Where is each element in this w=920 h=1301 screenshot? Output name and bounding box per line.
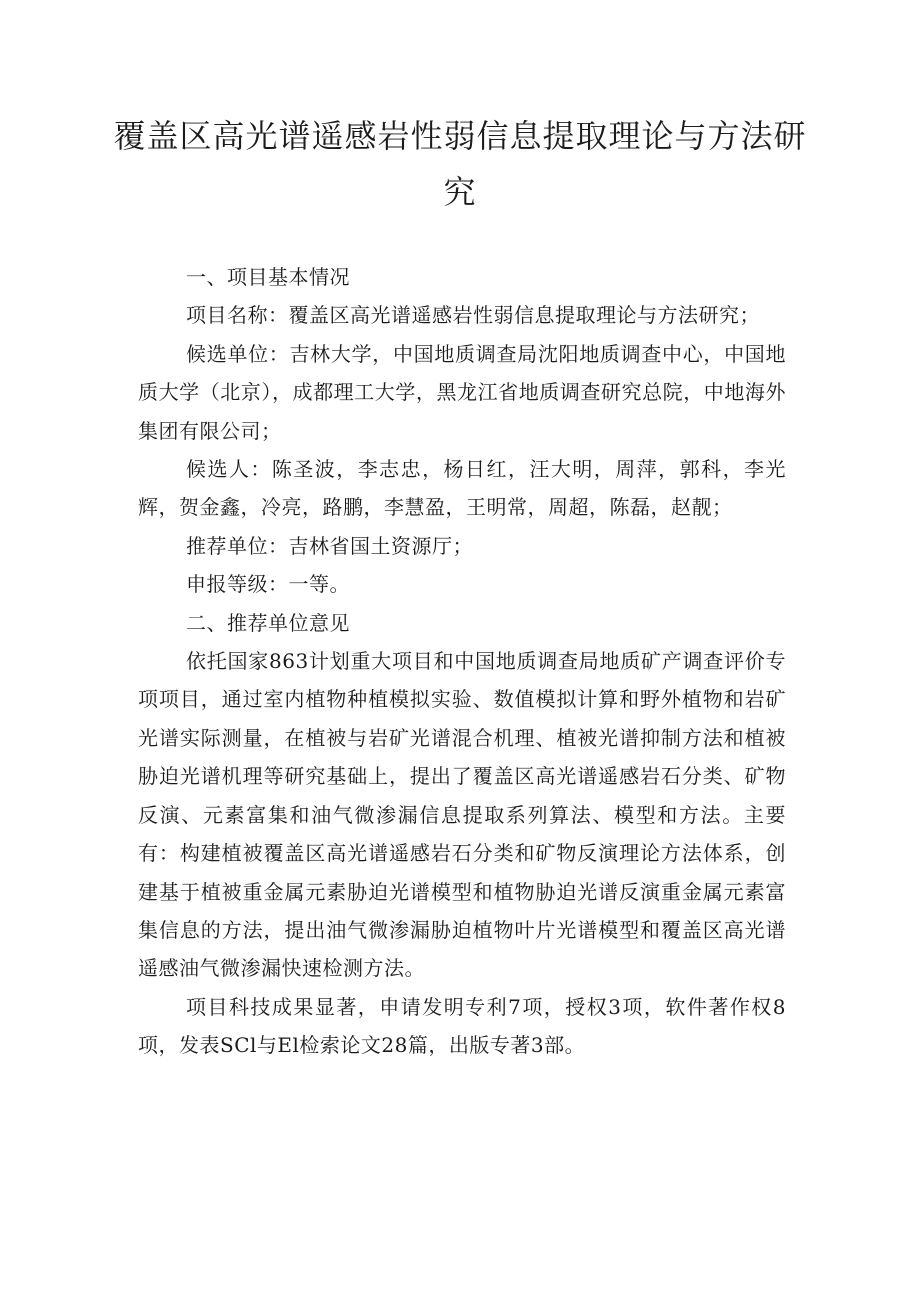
opinion-paragraph-1: 依托国家863计划重大项目和中国地质调查局地质矿产调查评价专项项目，通过室内植物种植模拟实验、数值模拟计算和野外植物和岩矿光谱实际测量，在植被与岩矿光谱混合机理、植被光谱抑制方法和植被胁迫光谱机理等研究基础上，提出了覆盖区高光谱遥感岩石分类、矿物反演、元素富集和油气微渗漏信息提取系列算法、模型和方法。主要有：构建植被覆盖区高光谱遥感岩石分类和矿物反演理论方法体系，创建基于植被重金属元素胁迫光谱模型和植物胁迫光谱反演重金属元素富集信息的方法，提出油气微渗漏胁迫植物叶片光谱模型和覆盖区高光谱遥感油气微渗漏快速检测方法。	[138, 649, 786, 981]
candidate-units: 候选单位：吉林大学，中国地质调查局沈阳地质调查中心，中国地质大学（北京），成都理工大学，黑龙江省地质调查研究总院，中地海外集团有限公司；	[138, 341, 786, 443]
award-level: 申报等级：一等。	[186, 572, 350, 597]
document-title: 覆盖区高光谱遥感岩性弱信息提取理论与方法研究	[113, 117, 807, 211]
project-name: 项目名称：覆盖区高光谱遥感岩性弱信息提取理论与方法研究；	[186, 303, 760, 328]
recommending-unit: 推荐单位：吉林省国土资源厅；	[186, 533, 473, 558]
candidates: 候选人：陈圣波，李志忠，杨日红，汪大明，周萍，郭科，李光辉，贺金鑫，冷亮，路鹏，李慧盈，王明常，周超，陈磊，赵靓；	[138, 457, 786, 520]
opinion-paragraph-2: 项目科技成果显著，申请发明专利7项，授权3项，软件著作权8项，发表SCl与El检索论文28篇，出版专著3部。	[138, 994, 786, 1058]
document-body	[138, 258, 786, 1065]
section1-heading: 一、项目基本情况	[186, 265, 350, 289]
section2-heading: 二、推荐单位意见	[186, 610, 350, 635]
